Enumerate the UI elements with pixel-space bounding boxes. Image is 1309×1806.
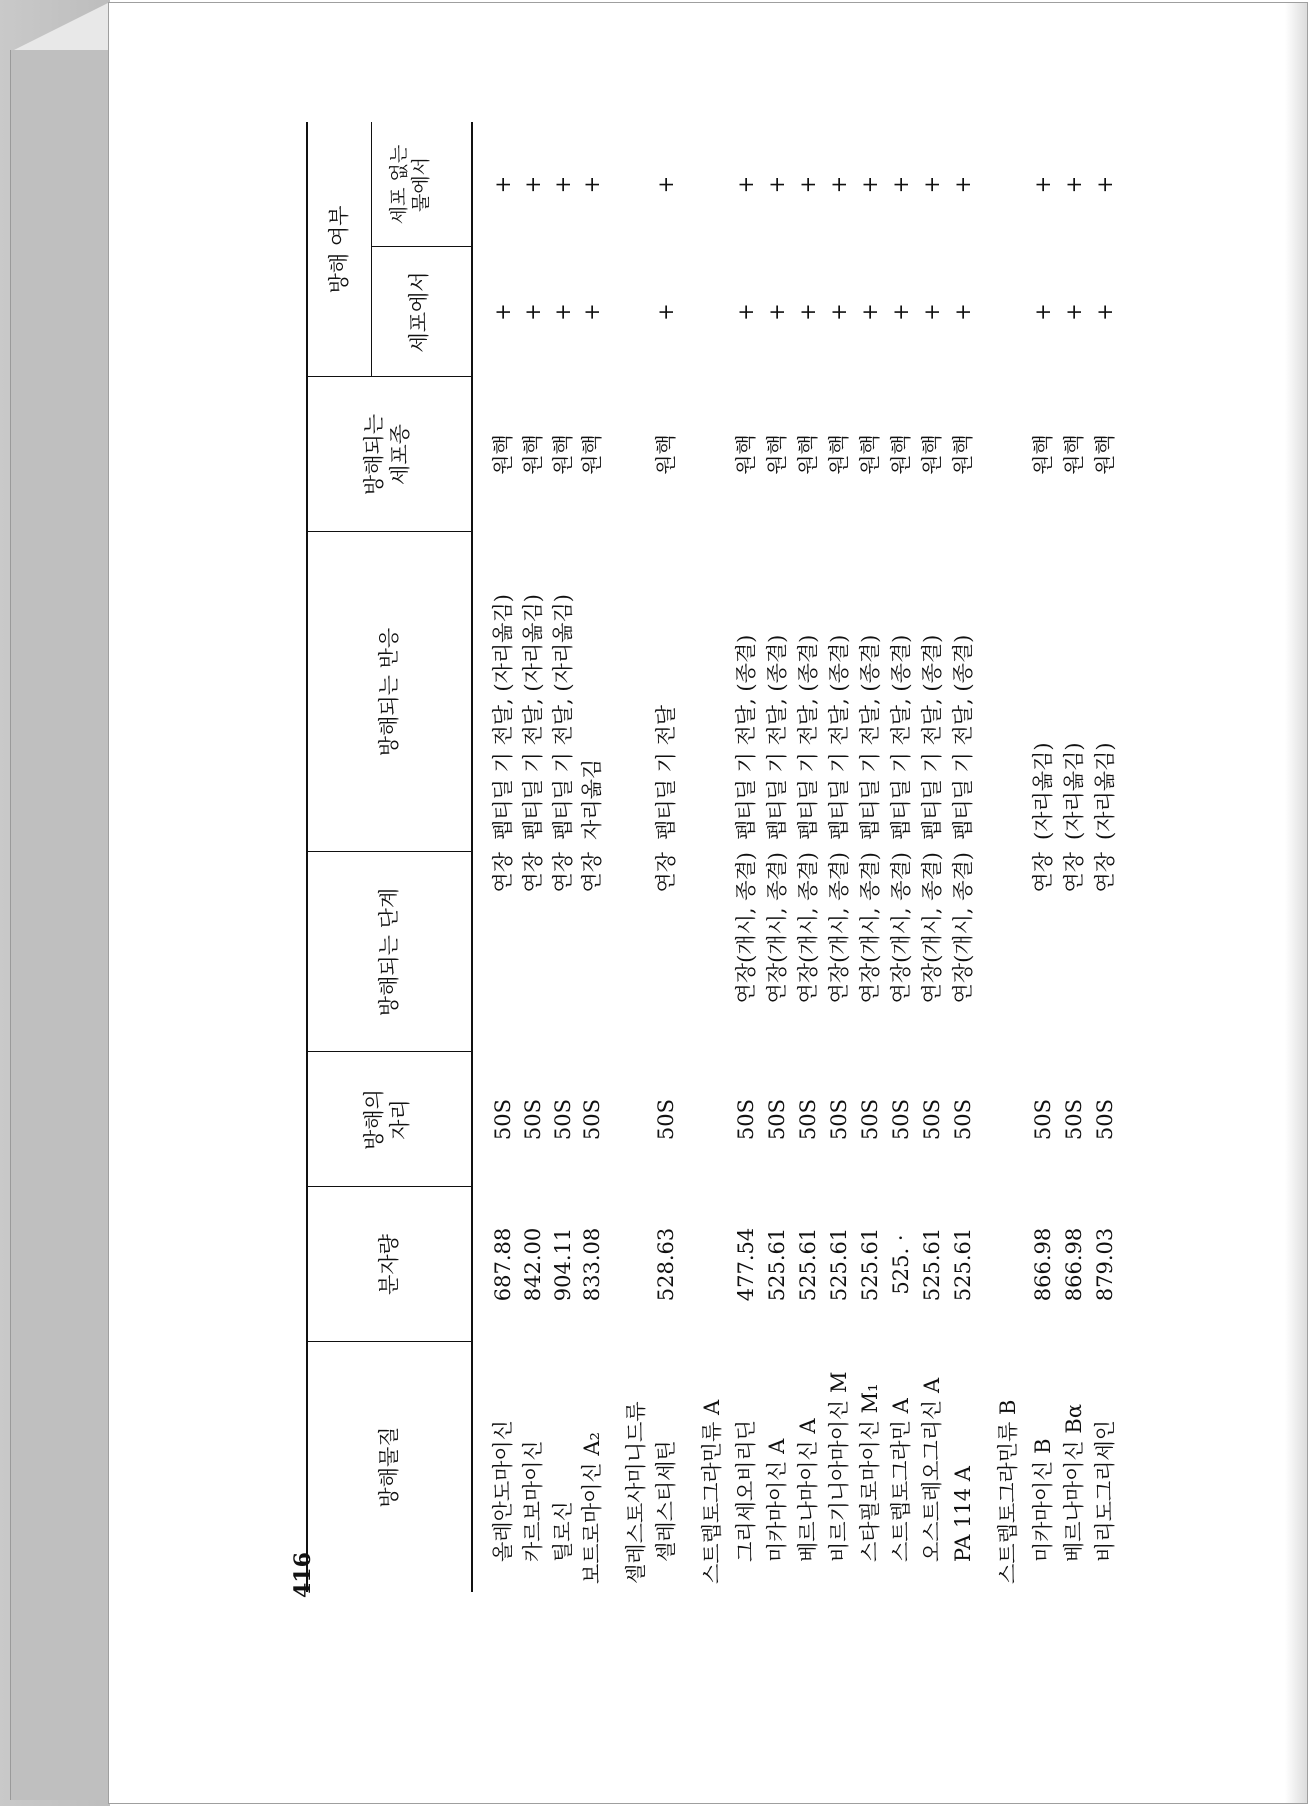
cell-cell-free: + bbox=[580, 175, 604, 194]
cell-molecular-weight: 528.63 bbox=[654, 1227, 678, 1302]
cell-cell-free: + bbox=[551, 175, 575, 194]
presence-sub-rule bbox=[371, 122, 372, 377]
cell-substance: 보트로마이신 A₂ bbox=[580, 1432, 604, 1584]
cell-reaction: 펩티딜 기 전달, (종결) bbox=[858, 634, 882, 840]
cell-reaction: 펩티딜 기 전달, (종결) bbox=[951, 634, 975, 840]
cell-molecular-weight: 879.03 bbox=[1093, 1227, 1117, 1302]
cell-reaction: 펩티딜 기 전달, (종결) bbox=[796, 634, 820, 840]
cell-cell-free: + bbox=[765, 175, 789, 194]
cell-site: 50S bbox=[765, 1098, 789, 1141]
cell-substance: 오스트레오그리신 A bbox=[920, 1377, 944, 1562]
cell-stage: 연장 bbox=[1031, 852, 1055, 893]
cell-cell-free: + bbox=[889, 175, 913, 194]
header-presence: 방해 여부 bbox=[327, 205, 351, 294]
cell-cell-free: + bbox=[1093, 175, 1117, 194]
cell-reaction: (자리옮김) bbox=[1093, 742, 1117, 840]
cell-in-cell: + bbox=[491, 303, 515, 321]
cell-substance: 그리세오비리딘 bbox=[734, 1419, 758, 1562]
cell-cell-type: 원핵 bbox=[521, 434, 545, 475]
cell-stage: 연장(개시, 종결) bbox=[951, 852, 975, 1004]
cell-stage: 연장 bbox=[1093, 852, 1117, 893]
header-cell-free: 세포 없는 물에서 bbox=[388, 144, 432, 225]
cell-in-cell: + bbox=[734, 303, 758, 321]
cell-in-cell: + bbox=[551, 303, 575, 321]
cell-site: 50S bbox=[889, 1098, 913, 1141]
cell-stage: 연장(개시, 종결) bbox=[827, 852, 851, 1004]
cell-stage: 연장 bbox=[521, 852, 545, 893]
cell-cell-type: 원핵 bbox=[796, 434, 820, 475]
cell-cell-free: + bbox=[654, 175, 678, 194]
cell-cell-free: + bbox=[827, 175, 851, 194]
cell-substance: 베르나마이신 Bα bbox=[1062, 1403, 1086, 1562]
cell-cell-type: 원핵 bbox=[951, 434, 975, 475]
cell-substance: 셀레스토사미니드류 bbox=[624, 1401, 648, 1584]
cell-cell-type: 원핵 bbox=[920, 434, 944, 475]
cell-in-cell: + bbox=[580, 303, 604, 321]
cell-molecular-weight: 525. · bbox=[889, 1234, 913, 1295]
cell-reaction: 자리옮김 bbox=[580, 758, 604, 840]
cell-in-cell: + bbox=[521, 303, 545, 321]
cell-site: 50S bbox=[521, 1098, 545, 1141]
book-spine bbox=[10, 50, 111, 1800]
header-molecular-weight: 분자량 bbox=[377, 1234, 401, 1295]
header-substance: 방해물질 bbox=[377, 1426, 401, 1508]
cell-reaction: (자리옮김) bbox=[1062, 742, 1086, 840]
cell-in-cell: + bbox=[827, 303, 851, 321]
cell-stage: 연장 bbox=[580, 852, 604, 893]
cell-reaction: 펩티딜 기 전달, (종결) bbox=[827, 634, 851, 840]
cell-molecular-weight: 525.61 bbox=[765, 1227, 789, 1302]
cell-reaction: 펩티딜 기 전달, (자리옮김) bbox=[551, 594, 575, 840]
cell-reaction: 펩티딜 기 전달, (자리옮김) bbox=[521, 594, 545, 840]
cell-molecular-weight: 477.54 bbox=[734, 1227, 758, 1302]
cell-substance: 스타필로마이신 M₁ bbox=[858, 1383, 882, 1562]
cell-site: 50S bbox=[858, 1098, 882, 1141]
cell-cell-free: + bbox=[920, 175, 944, 194]
cell-molecular-weight: 525.61 bbox=[951, 1227, 975, 1302]
cell-molecular-weight: 525.61 bbox=[796, 1227, 820, 1302]
cell-site: 50S bbox=[491, 1098, 515, 1141]
cell-stage: 연장 bbox=[551, 852, 575, 893]
cell-substance: 베르나마이신 A bbox=[796, 1418, 820, 1562]
cell-stage: 연장(개시, 종결) bbox=[734, 852, 758, 1004]
top-rule bbox=[306, 122, 308, 1592]
cell-reaction: 펩티딜 기 전달, (종결) bbox=[920, 634, 944, 840]
cell-cell-type: 원핵 bbox=[889, 434, 913, 475]
header-cell-type: 방해되는 세포종 bbox=[362, 413, 412, 496]
cell-molecular-weight: 866.98 bbox=[1062, 1227, 1086, 1302]
cell-cell-free: + bbox=[491, 175, 515, 194]
cell-cell-type: 원핵 bbox=[654, 434, 678, 475]
cell-stage: 연장(개시, 종결) bbox=[889, 852, 913, 1004]
cell-in-cell: + bbox=[1062, 303, 1086, 321]
rotated-table bbox=[276, 122, 1156, 1592]
cell-cell-type: 원핵 bbox=[827, 434, 851, 475]
cell-in-cell: + bbox=[796, 303, 820, 321]
cell-substance: 스트렙토그라민류 A bbox=[700, 1399, 724, 1584]
cell-site: 50S bbox=[1093, 1098, 1117, 1141]
header-in-cell: 세포에서 bbox=[407, 271, 431, 353]
cell-cell-free: + bbox=[521, 175, 545, 194]
cell-molecular-weight: 525.61 bbox=[827, 1227, 851, 1302]
cell-site: 50S bbox=[1031, 1098, 1055, 1141]
cell-site: 50S bbox=[796, 1098, 820, 1141]
cell-reaction: 펩티딜 기 전달 bbox=[654, 704, 678, 840]
cell-molecular-weight: 525.61 bbox=[920, 1227, 944, 1302]
cell-site: 50S bbox=[654, 1098, 678, 1141]
cell-substance: 비리도그리세인 bbox=[1093, 1419, 1117, 1562]
cell-site: 50S bbox=[551, 1098, 575, 1141]
cell-cell-type: 원핵 bbox=[491, 434, 515, 475]
header-stage: 방해되는 단계 bbox=[377, 887, 401, 1017]
cell-cell-type: 원핵 bbox=[734, 434, 758, 475]
cell-substance: 스트렙토그라민류 B bbox=[996, 1399, 1020, 1584]
cell-molecular-weight: 842.00 bbox=[521, 1227, 545, 1302]
cell-stage: 연장(개시, 종결) bbox=[858, 852, 882, 1004]
cell-reaction: 펩티딜 기 전달, (종결) bbox=[889, 634, 913, 840]
cell-in-cell: + bbox=[889, 303, 913, 321]
cell-stage: 연장(개시, 종결) bbox=[765, 852, 789, 1004]
cell-cell-type: 원핵 bbox=[1062, 434, 1086, 475]
cell-molecular-weight: 866.98 bbox=[1031, 1227, 1055, 1302]
cell-site: 50S bbox=[734, 1098, 758, 1141]
cell-substance: 카르보마이신 bbox=[521, 1440, 545, 1562]
cell-molecular-weight: 904.11 bbox=[551, 1227, 575, 1302]
cell-cell-type: 원핵 bbox=[858, 434, 882, 475]
cell-in-cell: + bbox=[920, 303, 944, 321]
cell-substance: 미카마이신 A bbox=[765, 1438, 789, 1562]
cell-cell-free: + bbox=[796, 175, 820, 194]
cell-cell-type: 원핵 bbox=[551, 434, 575, 475]
cell-reaction: (자리옮김) bbox=[1031, 742, 1055, 840]
cell-in-cell: + bbox=[1093, 303, 1117, 321]
cell-reaction: 펩티딜 기 전달, (자리옮김) bbox=[491, 594, 515, 840]
cell-site: 50S bbox=[827, 1098, 851, 1141]
header-reaction: 방해되는 반응 bbox=[377, 627, 401, 757]
cell-stage: 연장 bbox=[654, 852, 678, 893]
cell-reaction: 펩티딜 기 전달, (종결) bbox=[734, 634, 758, 840]
cell-substance: 스트렙토그라민 A bbox=[889, 1398, 913, 1562]
cell-in-cell: + bbox=[654, 303, 678, 321]
cell-in-cell: + bbox=[765, 303, 789, 321]
cell-site: 50S bbox=[1062, 1098, 1086, 1141]
cell-in-cell: + bbox=[1031, 303, 1055, 321]
cell-cell-free: + bbox=[951, 175, 975, 194]
cell-stage: 연장(개시, 종결) bbox=[796, 852, 820, 1004]
header-site: 방해의 자리 bbox=[362, 1089, 412, 1150]
cell-substance: 비르기니아마이신 M bbox=[827, 1371, 851, 1562]
cell-site: 50S bbox=[920, 1098, 944, 1141]
cell-site: 50S bbox=[951, 1098, 975, 1141]
cell-substance: 셀레스티세틴 bbox=[654, 1440, 678, 1562]
cell-cell-free: + bbox=[734, 175, 758, 194]
cell-molecular-weight: 687.88 bbox=[491, 1227, 515, 1302]
header-bottom-rule bbox=[471, 122, 473, 1592]
page-number: 416 bbox=[290, 1552, 316, 1598]
cell-cell-type: 원핵 bbox=[1031, 434, 1055, 475]
cell-substance: PA 114 A bbox=[951, 1466, 975, 1562]
page-edge-shadow bbox=[1285, 3, 1307, 1803]
cell-substance: 올레안도마이신 bbox=[491, 1419, 515, 1562]
cell-in-cell: + bbox=[858, 303, 882, 321]
cell-cell-type: 원핵 bbox=[765, 434, 789, 475]
cell-cell-free: + bbox=[858, 175, 882, 194]
cell-stage: 연장 bbox=[491, 852, 515, 893]
cell-reaction: 펩티딜 기 전달, (종결) bbox=[765, 634, 789, 840]
cell-cell-type: 원핵 bbox=[1093, 434, 1117, 475]
cell-site: 50S bbox=[580, 1098, 604, 1141]
cell-molecular-weight: 525.61 bbox=[858, 1227, 882, 1302]
cell-cell-free: + bbox=[1062, 175, 1086, 194]
cell-substance: 틸로신 bbox=[551, 1501, 575, 1562]
cell-cell-type: 원핵 bbox=[580, 434, 604, 475]
cell-stage: 연장(개시, 종결) bbox=[920, 852, 944, 1004]
cell-substance: 미카마이신 B bbox=[1031, 1438, 1055, 1562]
cell-molecular-weight: 833.08 bbox=[580, 1227, 604, 1302]
cell-stage: 연장 bbox=[1062, 852, 1086, 893]
cell-in-cell: + bbox=[951, 303, 975, 321]
cell-cell-free: + bbox=[1031, 175, 1055, 194]
